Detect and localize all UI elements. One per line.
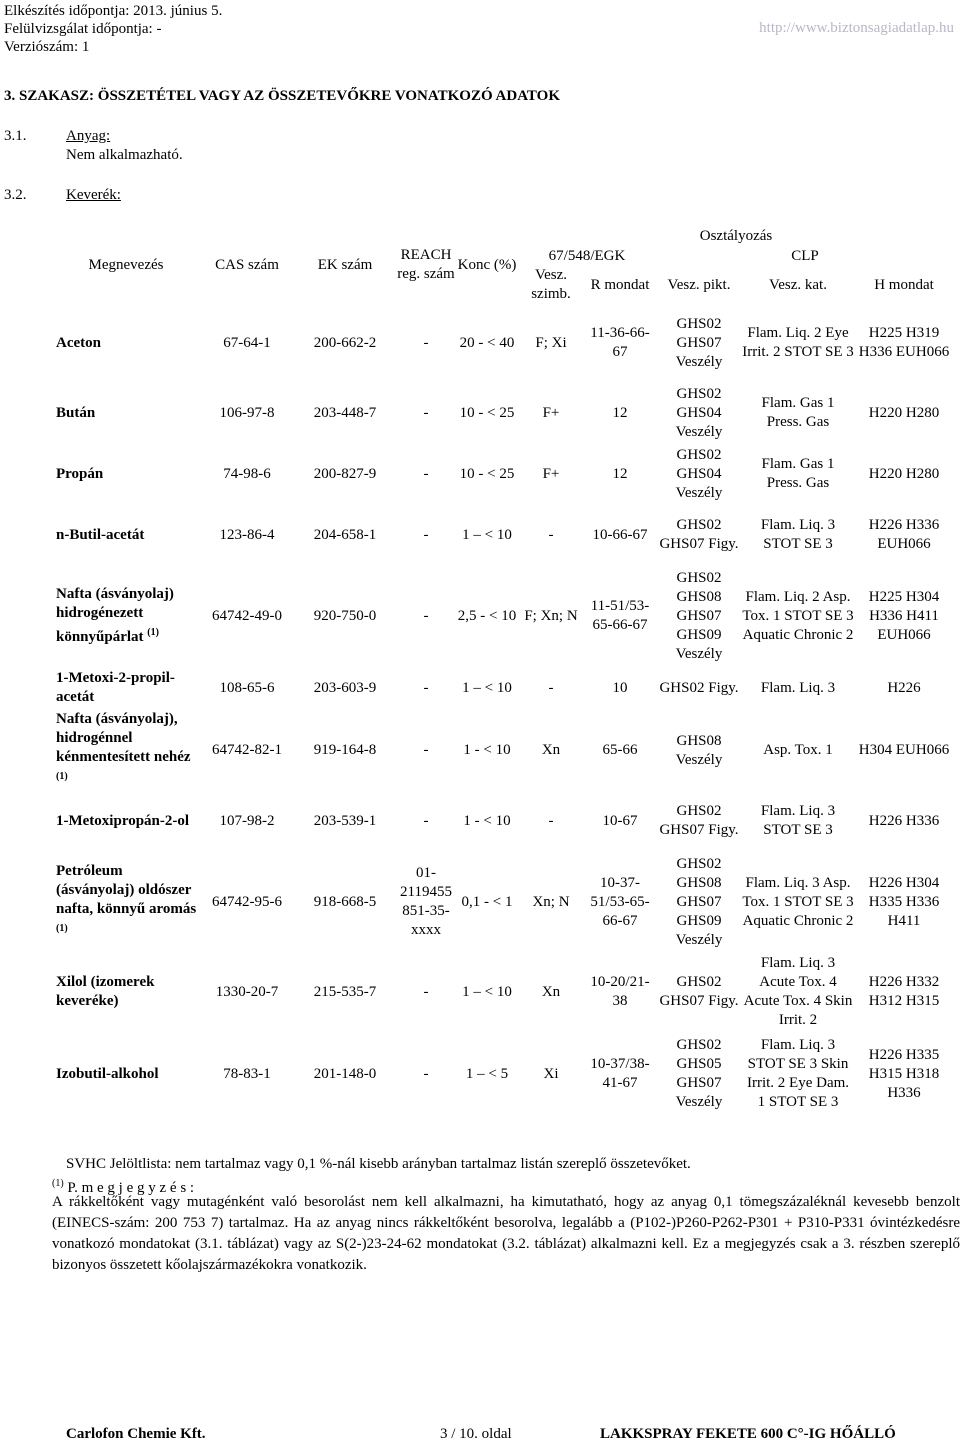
table-row [52,791,954,851]
cell-ek [294,851,396,953]
cell-konc-text: 10 - < 25 [459,404,515,421]
cell-r-text: 11-36-66-67 [590,325,650,360]
table-row [52,1031,954,1117]
p-note-title: P. m e g j e g y z é s : [67,1180,195,1196]
col-header-eu: 67/548/EGK [548,247,626,264]
cell-r-text: 10-67 [602,812,638,829]
cell-ek-text: 204-658-1 [313,526,377,543]
cell-h [854,444,954,504]
header-version: Verziószám: 1 [4,39,90,55]
cell-sym [518,566,584,666]
cell-r [584,1031,656,1117]
cell-h-text: H226 H336 [868,812,940,829]
cell-pikt [656,710,742,791]
cell-sym-text: F+ [542,465,560,482]
cell-r-text: 10-20/21-38 [590,974,650,1009]
footnote-mark: (1) [56,771,68,782]
cell-kat-text: Flam. Liq. 3 STOT SE 3 [760,517,836,552]
cell-r [584,953,656,1031]
cell-sym [518,1031,584,1117]
cell-kat [742,710,854,791]
cell-reach [396,953,456,1031]
cell-pikt [656,382,742,444]
cell-konc [456,566,518,666]
cell-kat-text: Flam. Liq. 3 STOT SE 3 [760,803,836,838]
cell-ek [294,1031,396,1117]
table-row [52,566,954,666]
cell-pikt-text: GHS02 GHS04 Veszély [675,385,723,440]
cell-reach [396,1031,456,1117]
cell-ek-text: 920-750-0 [313,607,377,624]
cell-cas [200,851,294,953]
cell-r [584,791,656,851]
cell-ek [294,504,396,566]
cell-h-text: H225 H304 H336 H411 EUH066 [868,588,940,643]
cell-pikt [656,791,742,851]
cell-cas-text: 64742-95-6 [212,893,282,910]
cell-name [52,953,200,1031]
cell-pikt-text: GHS02 GHS08 GHS07 GHS09 Veszély [675,569,723,662]
cell-kat-text: Flam. Gas 1 Press. Gas [761,456,835,491]
cell-kat [742,666,854,710]
cell-cas-text: 108-65-6 [219,679,275,696]
cell-ek-text: 201-148-0 [313,1065,377,1082]
footnote-mark: (1) [56,922,68,934]
cell-ek [294,710,396,791]
cell-sym-text: F; Xn; N [524,607,578,624]
col-header-name: Megnevezés [88,256,164,273]
cell-h [854,566,954,666]
cell-kat [742,382,854,444]
cell-konc-text: 1 - < 10 [463,812,511,829]
footnote-mark: (1) [147,627,159,638]
cell-kat [742,953,854,1031]
cell-sym-text: Xn; N [532,893,570,910]
cell-cas [200,710,294,791]
cell-kat-text: Flam. Gas 1 Press. Gas [761,395,835,430]
cell-ek-text: 919-164-8 [313,742,377,758]
col-header-classification: Osztályozás [699,227,773,244]
cell-pikt [656,953,742,1031]
table-row [52,953,954,1031]
cell-ek [294,304,396,382]
cell-name-text: Nafta (ásványolaj) hidrogénezett könnyűpárlat [56,586,174,645]
footer-company: Carlofon Chemie Kft. [66,1426,206,1442]
cell-cas [200,1031,294,1117]
cell-konc [456,1031,518,1117]
cell-sym-text: - [548,812,554,829]
cell-konc [456,304,518,382]
cell-reach [396,710,456,791]
cell-sym [518,666,584,710]
cell-h [854,1031,954,1117]
cell-reach-text: - [423,465,429,482]
cell-h-text: H226 H335 H315 H318 H336 [868,1046,940,1101]
table-row [52,851,954,953]
cell-r [584,382,656,444]
cell-reach [396,504,456,566]
cell-sym [518,953,584,1031]
cell-konc [456,791,518,851]
cell-sym [518,444,584,504]
cell-pikt-text: GHS02 Figy. [659,679,739,696]
cell-name-text: Bután [56,404,96,421]
cell-pikt-text: GHS08 Veszély [675,732,723,768]
cell-reach-text: - [423,526,429,543]
cell-konc-text: 20 - < 40 [459,334,515,351]
cell-pikt [656,504,742,566]
cell-r-text: 10-37/38-41-67 [590,1056,650,1091]
cell-name-text: Aceton [56,334,101,351]
cell-sym [518,791,584,851]
cell-kat [742,504,854,566]
cell-pikt [656,851,742,953]
cell-name-text: 1-Metoxi-2-propil-acetát [56,670,175,705]
col-header-r-mondat: R mondat [590,276,650,293]
cell-cas-text: 123-86-4 [219,526,275,543]
cell-pikt [656,1031,742,1117]
cell-h-text: H226 H332 H312 H315 [868,974,940,1009]
cell-ek-text: 203-603-9 [313,679,377,696]
cell-pikt-text: GHS02 GHS07 Figy. [659,974,739,1009]
cell-h-text: H225 H319 H336 EUH066 [858,325,950,360]
cell-konc-text: 1 – < 5 [465,1065,509,1082]
section-title: 3. SZAKASZ: ÖSSZETÉTEL VAGY AZ ÖSSZETEVŐKRE VONATKOZÓ ADATOK [4,88,560,104]
cell-konc-text: 1 – < 10 [462,983,512,1000]
cell-kat [742,851,854,953]
cell-reach-text: - [423,607,429,624]
cell-cas-text: 78-83-1 [223,1065,271,1082]
cell-sym [518,710,584,791]
cell-ek [294,791,396,851]
cell-ek [294,382,396,444]
cell-kat-text: Flam. Liq. 3 [760,679,836,696]
cell-sym [518,304,584,382]
cell-name [52,1031,200,1117]
cell-kat-text: Asp. Tox. 1 [763,742,833,758]
cell-r [584,504,656,566]
footer-page: 3 / 10. oldal [440,1426,512,1442]
header-created: Elkészítés időpontja: 2013. június 5. [4,3,223,19]
s31-title: Anyag: [66,128,111,144]
cell-sym-text: Xi [543,1065,559,1082]
cell-reach-text: - [423,679,429,696]
cell-cas-text: 64742-82-1 [212,742,282,758]
cell-konc [456,444,518,504]
cell-reach [396,304,456,382]
cell-name [52,504,200,566]
cell-ek-text: 918-668-5 [313,893,377,910]
cell-cas-text: 107-98-2 [219,812,275,829]
cell-konc [456,953,518,1031]
cell-name-text: Petróleum (ásványolaj) oldószer nafta, könnyű aromás [56,862,197,917]
cell-cas-text: 74-98-6 [223,465,271,482]
cell-reach [396,566,456,666]
p-note-mark: (1) [52,1178,64,1189]
cell-h-text: H226 [887,679,921,696]
cell-pikt [656,666,742,710]
table-row [52,710,954,791]
table-row [52,444,954,504]
cell-h-text: H226 H336 EUH066 [868,517,940,552]
cell-sym [518,382,584,444]
cell-h [854,953,954,1031]
cell-kat [742,444,854,504]
cell-sym-text: F; Xi [535,334,567,351]
s32-title: Keverék: [66,187,121,203]
cell-ek [294,444,396,504]
cell-h [854,666,954,710]
cell-pikt-text: GHS02 GHS05 GHS07 Veszély [675,1037,723,1110]
cell-konc-text: 10 - < 25 [459,465,515,482]
cell-konc [456,710,518,791]
cell-cas [200,444,294,504]
cell-name-text: Propán [56,465,104,482]
cell-kat [742,566,854,666]
cell-h-text: H220 H280 [868,404,940,421]
cell-cas [200,504,294,566]
cell-r [584,444,656,504]
col-header-reach: REACH reg. szám [397,247,455,282]
cell-reach [396,851,456,953]
p-note-text: A rákkeltőként vagy mutagénként való besorolást nem kell alkalmazni, ha kimutatható, hogy az anyag 0,1 tömegszázaléknál kevesebb benzolt (EINECS-szám: 200 753 7) tartalmaz. Ha az anyag nincs rákkeltőként besorolva, legalább a (P102-)P260-P262-P301 + P310-P331 óvintézkedésre vonatkozó mondatokat (3.1. táblázat) vagy az S(2-)23-24-62 mondatokat (3.2. táblázat) alkalmazni kell. Ez a megjegyzés csak a 3. részben szereplő bizonyos összetett kőolajszármazékokra vonatkozik. [52,1194,960,1273]
col-header-vesz-szimb: Vesz. szimb. [531,267,571,302]
cell-name [52,566,200,666]
cell-name-text: Nafta (ásványolaj), hidrogénnel kénmentesített nehéz [56,711,191,765]
cell-reach-text: - [423,334,429,351]
cell-name [52,382,200,444]
cell-cas-text: 1330-20-7 [215,983,279,1000]
cell-r-text: 10-66-67 [592,526,648,543]
cell-reach-text: - [423,742,429,758]
cell-reach-text: 01-2119455 851-35-xxxx [400,865,452,938]
cell-cas-text: 67-64-1 [223,334,271,351]
col-header-ek: EK szám [317,256,373,273]
cell-r [584,304,656,382]
col-header-h-mondat: H mondat [874,276,934,293]
cell-h [854,710,954,791]
cell-cas [200,382,294,444]
cell-konc-text: 1 – < 10 [462,526,512,543]
table-row [52,666,954,710]
cell-r-text: 11-51/53-65-66-67 [590,598,650,633]
cell-reach-text: - [423,812,429,829]
cell-name [52,304,200,382]
cell-pikt-text: GHS02 GHS07 Figy. [659,803,739,838]
cell-ek-text: 200-827-9 [313,465,377,482]
cell-sym-text: - [548,526,554,543]
cell-r [584,566,656,666]
cell-kat-text: Flam. Liq. 2 Asp. Tox. 1 STOT SE 3 Aquatic Chronic 2 [742,588,854,643]
cell-ek-text: 215-535-7 [313,983,377,1000]
cell-konc [456,851,518,953]
cell-name [52,851,200,953]
cell-r [584,710,656,791]
cell-name [52,666,200,710]
cell-cas [200,304,294,382]
col-header-konc: Konc (%) [457,256,517,273]
cell-reach [396,791,456,851]
cell-sym-text: - [548,679,554,696]
col-header-cas: CAS szám [215,256,279,273]
cell-r [584,666,656,710]
cell-konc-text: 1 – < 10 [462,679,512,696]
cell-h [854,504,954,566]
s31-text: Nem alkalmazható. [66,147,183,163]
cell-pikt-text: GHS02 GHS07 Figy. [659,517,739,552]
composition-table [52,226,954,1117]
cell-reach-text: - [423,983,429,1000]
cell-reach-text: - [423,404,429,421]
cell-konc-text: 1 - < 10 [463,742,511,758]
cell-r [584,851,656,953]
cell-cas-text: 106-97-8 [219,404,275,421]
cell-konc [456,382,518,444]
cell-cas [200,666,294,710]
col-header-vesz-pikt: Vesz. pikt. [667,276,731,293]
cell-konc-text: 0,1 - < 1 [461,893,513,910]
cell-ek [294,666,396,710]
cell-kat-text: Flam. Liq. 3 Asp. Tox. 1 STOT SE 3 Aquatic Chronic 2 [742,874,854,929]
cell-name-text: Xilol (izomerek keveréke) [56,974,155,1009]
cell-pikt-text: GHS02 GHS07 Veszély [675,315,723,370]
cell-konc [456,504,518,566]
cell-h-text: H304 EUH066 [858,742,950,758]
cell-kat [742,791,854,851]
cell-kat [742,304,854,382]
cell-name [52,444,200,504]
cell-sym-text: F+ [542,404,560,421]
cell-sym-text: Xn [541,983,561,1000]
cell-h [854,304,954,382]
cell-ek-text: 203-539-1 [313,812,377,829]
cell-r-text: 12 [612,404,628,421]
footer-product: LAKKSPRAY FEKETE 600 C°-IG HŐÁLLÓ [600,1426,896,1442]
cell-reach [396,666,456,710]
cell-r-text: 10 [612,679,628,696]
header-reviewed: Felülvizsgálat időpontja: - [4,21,162,37]
cell-cas [200,566,294,666]
cell-konc-text: 2,5 - < 10 [457,607,517,624]
cell-pikt-text: GHS02 GHS04 Veszély [675,446,723,501]
cell-reach [396,382,456,444]
col-header-vesz-kat: Vesz. kat. [769,276,827,293]
cell-cas [200,791,294,851]
cell-name [52,791,200,851]
col-header-clp: CLP [791,247,819,264]
cell-cas [200,953,294,1031]
cell-ek [294,566,396,666]
cell-h [854,851,954,953]
cell-name [52,710,200,791]
cell-cas-text: 64742-49-0 [212,607,282,624]
table-row [52,304,954,382]
cell-pikt [656,566,742,666]
cell-sym-text: Xn [541,742,561,758]
table-row [52,504,954,566]
header-url[interactable]: http://www.biztonsagiadatlap.hu [759,20,954,36]
cell-h-text: H226 H304 H335 H336 H411 [868,874,940,929]
cell-h-text: H220 H280 [868,465,940,482]
svhc-note: SVHC Jelöltlista: nem tartalmaz vagy 0,1 %-nál kisebb arányban tartalmaz listán szereplő összetevőket. [66,1156,691,1172]
cell-ek-text: 200-662-2 [313,334,377,351]
table-row [52,382,954,444]
cell-h [854,382,954,444]
cell-sym [518,504,584,566]
s32-number: 3.2. [4,187,27,203]
cell-kat-text: Flam. Liq. 3 Acute Tox. 4 Acute Tox. 4 Skin Irrit. 2 [743,955,853,1028]
cell-name-text: 1-Metoxipropán-2-ol [56,812,190,829]
cell-r-text: 12 [612,465,628,482]
cell-h [854,791,954,851]
cell-r-text: 10-37-51/53-65-66-67 [590,874,650,929]
cell-pikt-text: GHS02 GHS08 GHS07 GHS09 Veszély [675,855,723,948]
cell-reach [396,444,456,504]
cell-r-text: 65-66 [602,742,638,758]
cell-kat-text: Flam. Liq. 2 Eye Irrit. 2 STOT SE 3 [742,325,854,360]
cell-ek [294,953,396,1031]
s31-number: 3.1. [4,128,27,144]
cell-pikt [656,304,742,382]
cell-ek-text: 203-448-7 [313,404,377,421]
cell-reach-text: - [423,1065,429,1082]
cell-name-text: Izobutil-alkohol [56,1065,159,1082]
cell-pikt [656,444,742,504]
cell-kat [742,1031,854,1117]
cell-name-text: n-Butil-acetát [56,526,145,543]
cell-kat-text: Flam. Liq. 3 STOT SE 3 Skin Irrit. 2 Eye Dam. 1 STOT SE 3 [746,1037,850,1110]
cell-sym [518,851,584,953]
cell-konc [456,666,518,710]
